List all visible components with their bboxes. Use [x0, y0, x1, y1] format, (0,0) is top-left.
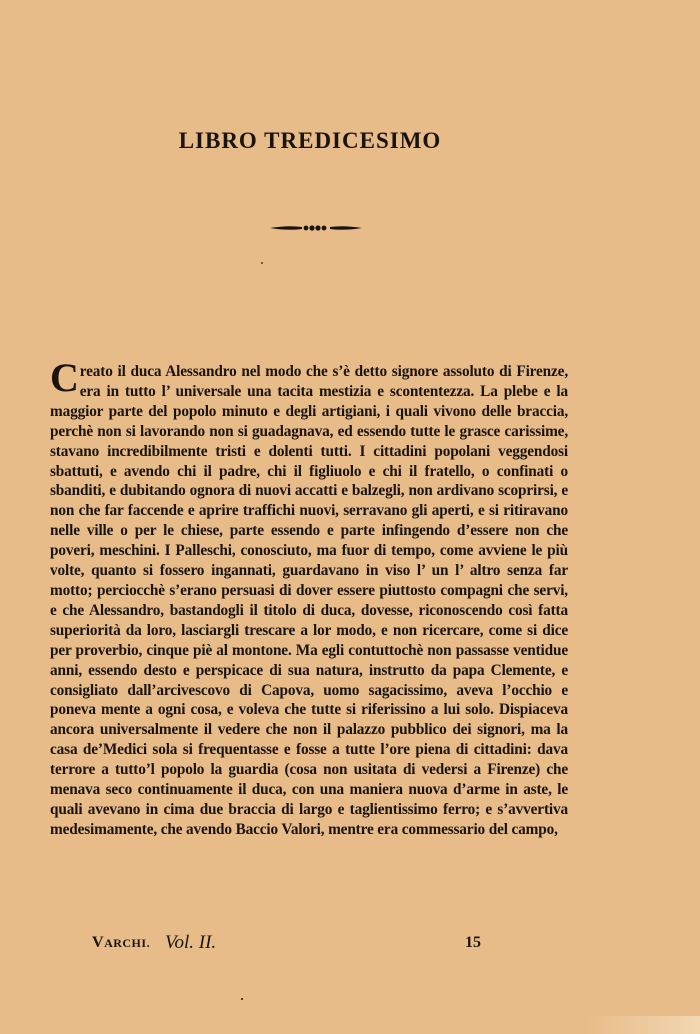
body-paragraph	[50, 355, 568, 840]
footer-author	[92, 934, 150, 952]
chapter-title-text: LIBRO TREDICESIMO	[178, 128, 442, 153]
footer-author-initial: V	[92, 934, 105, 951]
ornament-divider-icon	[268, 222, 364, 234]
page-edge-smudge	[585, 1016, 700, 1034]
paragraph-text: reato il duca Alessandro nel modo che s’è detto signore assoluto di Firenze, era in tutto l’ universale una tacita mestizia e scontentezza. La plebe e la maggior parte del popolo minuto e degli artigiani, i quali vivono delle braccia, perchè non si lavorando non si guadagnava, ed essendo tutte le grasce carissime, stavano incredibilmente tristi e dolenti tutti. I cittadini popolani veggendosi sbattuti, e avendo chi il padre, chi il figliuolo e chi il fratello, o confinati o sbanditi, e dubitando ognora di nuovi accatti e balzegli, non ardivano scoprirsi, e non che far faccende e aprire traffichi nuovi, serravano gli aperti, e si ritiravano nelle ville o per le chiese, parte essendo e parte infingendo d’essere non che poveri, meschini. I Palleschi, conosciuto, ma fuor di tempo, come avviene le più volte, quanto si fossero ingannati, guardavano in viso l’ un l’ altro senza far motto; perciocchè s’erano persuasi di dover essere piuttosto compagni che servi, e che Alessandro, bastandogli il titolo di duca, dovesse, riconoscendo così fatta superiorità da loro, lasciargli trescare a lor modo, e non ricercare, come si dice per proverbio, cinque piè al montone. Ma egli contuttochè non passasse ventidue anni, essendo desto e perspicace di sua natura, instrutto da papa Clemente, e consigliato dall’arcivescovo di Capova, uomo sagacissimo, aveva l’occhio e poneva mente a ogni cosa, e voleva che tutte si riferissino a lui solo. Dispiaceva ancora universalmente il vedere che non il palazzo pubblico dei signori, ma la casa de’Medici sola si frequentasse e fosse a tutte l’ore piena di cittadini: dava terrore a tutto’l popolo la guardia (cosa non usitata di vedersi a Firenze) che menava seco continuamente il duca, con una maniera nuova d’arme in aste, le quali avevano in cima due braccia di largo e taglientissimo ferro; e s’avvertiva medesimamente, che avendo Baccio Valori, mentre era commessario del campo,	[50, 363, 568, 838]
speck	[261, 262, 263, 264]
footer-volume: Vol. II.	[165, 932, 217, 953]
drop-cap: C	[50, 355, 79, 400]
speck	[241, 998, 243, 1000]
footer-author-rest: ARCHI.	[104, 936, 151, 950]
page-footer	[92, 932, 492, 954]
footer-signature: 15	[465, 934, 481, 951]
chapter-title	[0, 128, 620, 154]
